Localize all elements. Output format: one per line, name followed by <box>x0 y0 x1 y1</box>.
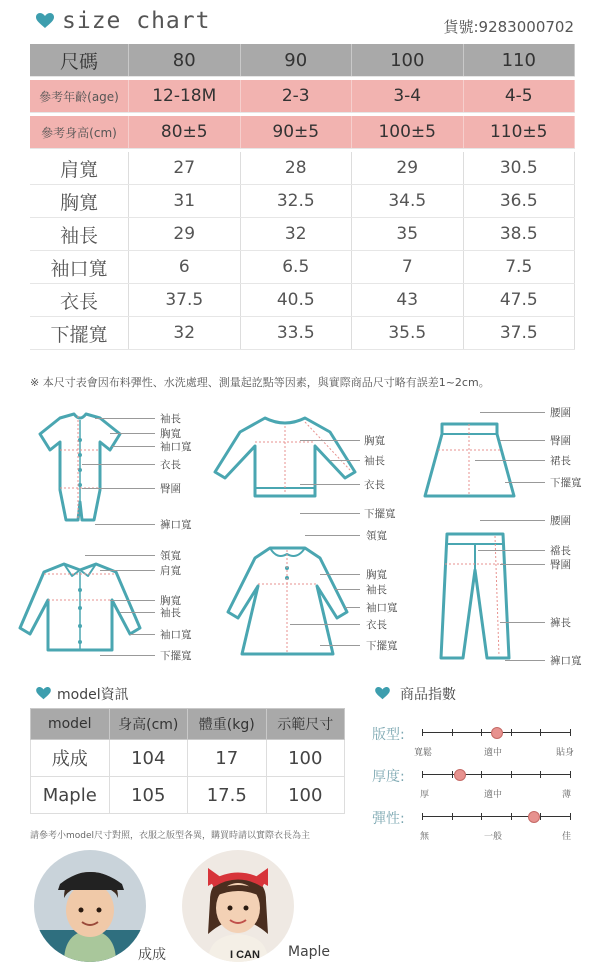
index-high: 薄 <box>562 790 572 800</box>
table-cell: 32 <box>129 317 241 350</box>
table-cell: 35 <box>352 218 464 251</box>
table-cell: 110±5 <box>463 116 575 149</box>
table-cell: 40.5 <box>240 284 352 317</box>
table-cell: 3-4 <box>352 80 464 113</box>
pants-label: 襠長 <box>550 545 571 557</box>
heart-icon <box>36 13 54 29</box>
shirt-diagram <box>16 560 144 654</box>
table-cell: 4-5 <box>463 80 575 113</box>
table-row <box>30 152 575 185</box>
table-cell: 33.5 <box>240 317 352 350</box>
table-cell: 38.5 <box>463 218 575 251</box>
header-cell: 體重(kg) <box>188 709 267 740</box>
model-header-row <box>31 709 345 740</box>
index-tick <box>540 771 541 778</box>
row-label: 肩寬 <box>30 152 129 185</box>
table-row <box>30 218 575 251</box>
table-cell: 29 <box>129 218 241 251</box>
header-cell: model <box>31 709 110 740</box>
dress-label: 袖長 <box>366 584 387 596</box>
index-tick <box>511 771 512 778</box>
table-cell: 30.5 <box>463 152 575 185</box>
index-tick <box>452 771 453 778</box>
index-marker <box>491 727 503 739</box>
index-scale-line <box>422 774 570 775</box>
table-cell: 12-18M <box>129 80 241 113</box>
index-high: 貼身 <box>556 748 575 758</box>
index-tick <box>540 813 541 820</box>
title-text: size chart <box>62 8 211 34</box>
skirt-label: 臀圍 <box>550 435 571 447</box>
row-label: 參考年齡(age) <box>30 80 129 113</box>
model-table <box>30 708 345 814</box>
index-tick <box>481 771 482 778</box>
row-label: 衣長 <box>30 284 129 317</box>
dress-label: 下擺寬 <box>366 640 398 652</box>
girl-illustration <box>182 850 294 962</box>
model-photo-girl <box>182 850 294 962</box>
heart-icon <box>36 687 51 700</box>
table-cell: 37.5 <box>463 317 575 350</box>
header-cell: 尺碼 <box>30 44 129 77</box>
index-label: 版型: <box>372 727 405 743</box>
index-tick <box>570 729 571 736</box>
sweater-label: 衣長 <box>364 479 385 491</box>
index-high: 佳 <box>562 832 572 842</box>
age-row <box>30 80 575 113</box>
table-cell: 34.5 <box>352 185 464 218</box>
size-table <box>30 44 575 350</box>
romper-label: 褲口寬 <box>160 519 192 531</box>
table-cell: 100 <box>266 777 345 814</box>
shirt-label: 袖口寬 <box>160 629 192 641</box>
table-cell: 100 <box>266 740 345 777</box>
table-cell: 成成 <box>31 740 110 777</box>
pants-label: 腰圍 <box>550 515 571 527</box>
skirt-label: 腰圍 <box>550 407 571 419</box>
product-code: 貨號:9283000702 <box>443 18 574 36</box>
photo-caption: Maple <box>288 944 331 960</box>
table-cell: 31 <box>129 185 241 218</box>
table-cell: 17.5 <box>188 777 267 814</box>
model-info-title-text: model資訊 <box>57 687 129 703</box>
romper-diagram <box>30 410 130 525</box>
shirt-label: 領寬 <box>160 550 181 562</box>
table-row <box>30 251 575 284</box>
romper-label: 袖口寬 <box>160 441 192 453</box>
index-mid: 一般 <box>484 832 503 842</box>
index-tick <box>481 813 482 820</box>
index-mid: 適中 <box>484 790 503 800</box>
header-cell: 80 <box>129 44 241 77</box>
table-cell: 29 <box>352 152 464 185</box>
table-cell: 6 <box>129 251 241 284</box>
table-cell: 104 <box>109 740 188 777</box>
table-cell: 100±5 <box>352 116 464 149</box>
index-tick <box>422 729 423 736</box>
dress-diagram <box>225 540 350 658</box>
index-label: 彈性: <box>372 811 405 827</box>
product-index-title <box>375 684 456 704</box>
index-tick <box>570 813 571 820</box>
index-scale-line <box>422 816 570 817</box>
header-cell: 示範尺寸 <box>266 709 345 740</box>
table-cell: 80±5 <box>129 116 241 149</box>
table-cell: 17 <box>188 740 267 777</box>
table-row <box>31 740 345 777</box>
index-tick <box>422 771 423 778</box>
table-cell: 27 <box>129 152 241 185</box>
sweater-label: 下擺寬 <box>364 508 396 520</box>
photo-caption: 成成 <box>138 947 166 963</box>
table-cell: Maple <box>31 777 110 814</box>
size-header-row <box>30 44 575 77</box>
romper-label: 胸寬 <box>160 428 181 440</box>
index-tick <box>511 813 512 820</box>
table-cell: 35.5 <box>352 317 464 350</box>
table-cell: 32 <box>240 218 352 251</box>
index-low: 寬鬆 <box>414 748 433 758</box>
table-cell: 6.5 <box>240 251 352 284</box>
pants-label: 褲長 <box>550 617 571 629</box>
model-note: 請參考小model尺寸對照，衣服之版型各異，購買時請以實際衣長為主 <box>30 831 311 841</box>
index-tick <box>570 771 571 778</box>
sweater-label: 袖長 <box>364 455 385 467</box>
index-tick <box>422 813 423 820</box>
shirt-label: 胸寬 <box>160 595 181 607</box>
index-low: 厚 <box>420 790 430 800</box>
table-cell: 2-3 <box>240 80 352 113</box>
table-cell: 36.5 <box>463 185 575 218</box>
index-tick <box>481 729 482 736</box>
index-tick <box>540 729 541 736</box>
index-low: 無 <box>420 832 430 842</box>
header-cell: 110 <box>463 44 575 77</box>
row-label: 袖長 <box>30 218 129 251</box>
table-cell: 7 <box>352 251 464 284</box>
dress-label: 領寬 <box>366 530 387 542</box>
table-cell: 32.5 <box>240 185 352 218</box>
height-row <box>30 116 575 149</box>
model-info-title <box>36 684 129 704</box>
row-label: 袖口寬 <box>30 251 129 284</box>
model-photo-boy <box>34 850 146 962</box>
table-cell: 90±5 <box>240 116 352 149</box>
table-row <box>30 185 575 218</box>
index-mid: 適中 <box>484 748 503 758</box>
table-row <box>31 777 345 814</box>
table-row <box>30 317 575 350</box>
shirt-label: 肩寬 <box>160 565 181 577</box>
skirt-label: 下擺寬 <box>550 477 582 489</box>
index-marker <box>454 769 466 781</box>
header-cell: 90 <box>240 44 352 77</box>
header-cell: 身高(cm) <box>109 709 188 740</box>
shirt-print: I CAN <box>230 949 260 961</box>
table-cell: 28 <box>240 152 352 185</box>
size-note: ※ 本尺寸表會因布料彈性、水洗處理、測量起訖點等因素，與實際商品尺寸略有誤差1~2cm。 <box>30 376 490 389</box>
table-cell: 105 <box>109 777 188 814</box>
product-index-title-text: 商品指數 <box>400 687 456 703</box>
dress-label: 袖口寬 <box>366 602 398 614</box>
index-label: 厚度: <box>372 769 405 785</box>
sweater-label: 胸寬 <box>364 435 385 447</box>
table-row <box>30 284 575 317</box>
dress-label: 胸寬 <box>366 569 387 581</box>
header-cell: 100 <box>352 44 464 77</box>
shirt-label: 袖長 <box>160 607 181 619</box>
table-cell: 43 <box>352 284 464 317</box>
page-title <box>36 8 210 34</box>
shirt-label: 下擺寬 <box>160 650 192 662</box>
pants-label: 褲口寬 <box>550 655 582 667</box>
index-tick <box>452 729 453 736</box>
row-label: 胸寬 <box>30 185 129 218</box>
romper-label: 袖長 <box>160 413 181 425</box>
boy-illustration <box>34 850 146 962</box>
index-tick <box>511 729 512 736</box>
romper-label: 衣長 <box>160 459 181 471</box>
sweater-diagram <box>210 412 360 502</box>
index-marker <box>528 811 540 823</box>
row-label: 下擺寬 <box>30 317 129 350</box>
skirt-label: 裙長 <box>550 455 571 467</box>
table-cell: 37.5 <box>129 284 241 317</box>
row-label: 參考身高(cm) <box>30 116 129 149</box>
heart-icon <box>375 687 390 700</box>
romper-label: 臀圍 <box>160 483 181 495</box>
dress-label: 衣長 <box>366 619 387 631</box>
pants-label: 臀圍 <box>550 559 571 571</box>
index-tick <box>452 813 453 820</box>
table-cell: 7.5 <box>463 251 575 284</box>
table-cell: 47.5 <box>463 284 575 317</box>
